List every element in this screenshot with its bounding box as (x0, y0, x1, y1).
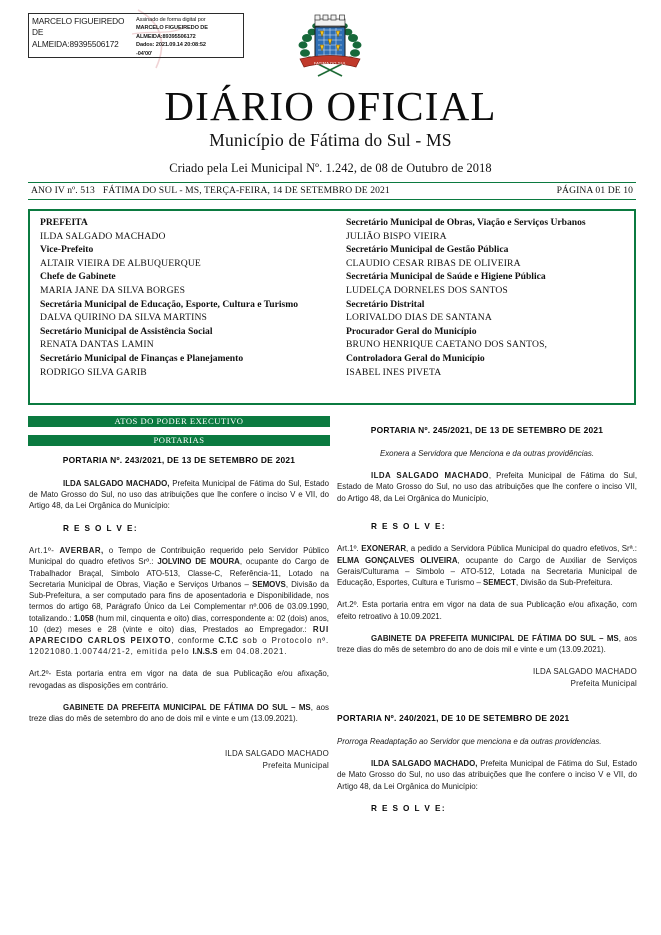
officials-column-right (332, 216, 634, 403)
official-role: Procurador Geral do Município (346, 325, 477, 337)
art1-text-1: o Tempo de Contribuição requerido pelo Servidor Público Municipal do quadro efetivos Srº.: (29, 546, 329, 567)
portaria-245-gabinete (337, 633, 637, 655)
official-name: RODRIGO SILVA GARIB (40, 366, 147, 378)
portaria-240-heading: PORTARIA Nº. 240/2021, DE 10 DE SETEMBRO DE 2021 (337, 713, 570, 724)
art1-ctc: C.T.C (218, 635, 239, 645)
portaria-243-signature-name: ILDA SALGADO MACHADO (225, 749, 329, 759)
art1-label: Art.1º- (29, 546, 55, 556)
gabinete-label: GABINETE DA PREFEITA MUNICIPAL DE FÁTIMA DO SUL – MS (371, 633, 619, 643)
official-name: MARIA JANE DA SILVA BORGES (40, 285, 186, 297)
signature-detail-line-2: MARCELO FIGUEIREDO DE (136, 25, 208, 32)
portaria-240-resolve-label: R E S O L V E: (371, 803, 446, 813)
portaria-245-signature-name: ILDA SALGADO MACHADO (533, 667, 637, 677)
art1-text-3: , Divisão da Sub-Prefeitura, a ser computado para fins de aposentadoria e Disponibilidade, nos termos do artigo 68, Parágrafo Único da Lei Complementar nº.006 de 03.09.1990, totalizando.: (29, 579, 329, 623)
portaria-240-ementa: Prorroga Readaptação ao Servidor que menciona e da outras providencias. (337, 737, 602, 747)
official-role: Secretário Municipal de Assistência Social (40, 325, 213, 337)
portaria-245-heading: PORTARIA Nº. 245/2021, DE 13 DE SETEMBRO DE 2021 (370, 425, 604, 435)
masthead (0, 83, 661, 176)
official-name: ILDA SALGADO MACHADO (40, 230, 166, 242)
official-role: Secretário Municipal de Gestão Pública (346, 244, 509, 256)
art1-verb: EXONERAR (361, 544, 407, 554)
signature-details (133, 14, 243, 57)
art1-text-7: em 04.08.2021. (217, 647, 288, 657)
portaria-243-signature-title: Prefeita Municipal (262, 760, 329, 770)
portaria-243-article-2: Art.2º- Esta portaria entra em vigor na data de sua Publicação e/ou afixação, revogadas as disposições em contrário. (29, 669, 329, 690)
art1-label: Art.1º. (337, 544, 359, 554)
gabinete-rest: , aos treze dias do mês de setembro do ano de dois mil e vinte e um (13.09.2021). (29, 702, 329, 724)
portaria-243-heading: PORTARIA Nº. 243/2021, DE 13 DE SETEMBRO DE 2021 (62, 455, 296, 465)
official-name: LUDELÇA DORNELES DOS SANTOS (346, 285, 508, 297)
art1-text-2: , ocupante do Cargo de Auxiliar de Serviços Gerais/Culturama – Simbolo – ATO-512, Lotada na Secretaria Municipal de Educação, Esportes, Cultura e Turismo – (337, 555, 637, 588)
gabinete-label: GABINETE DA PREFEITA MUNICIPAL DE FÁTIMA DO SUL – MS (63, 702, 311, 712)
officials-box (28, 209, 636, 405)
section-banner-atos-do-poder-executivo: ATOS DO PODER EXECUTIVO (28, 416, 330, 427)
official-role: Vice-Prefeito (40, 244, 94, 256)
official-name: JULIÃO BISPO VIEIRA (346, 230, 447, 242)
portaria-243-resolve-label: R E S O L V E: (63, 523, 138, 533)
art1-sigla: SEMOVS (252, 579, 286, 589)
art1-text-5: , conforme (171, 635, 219, 645)
content-column-left (29, 455, 329, 771)
official-role: Secretário Municipal de Finanças e Planejamento (40, 353, 244, 365)
official-role: Secretária Municipal de Saúde e Higiene Pública (346, 271, 546, 283)
svg-text:FATIMA DO SUL: FATIMA DO SUL (313, 60, 347, 66)
edition-info (31, 185, 390, 196)
signature-detail-line-3: ALMEIDA:89395506172 (136, 33, 196, 40)
official-name: ALTAIR VIEIRA DE ALBUQUERQUE (40, 257, 201, 269)
gabinete-rest: , aos treze dias do mês de setembro do ano de dois mil e vinte e um (13.09.2021). (337, 633, 637, 654)
art1-days-total: 1.058 (73, 613, 94, 623)
portaria-245-intro-authority: ILDA SALGADO MACHADO (371, 471, 489, 481)
content-column-right (337, 425, 637, 815)
official-name: BRUNO HENRIQUE CAETANO DOS SANTOS, (346, 339, 548, 351)
art1-sigla: SEMECT (483, 578, 516, 588)
portaria-245-article-1 (337, 543, 637, 588)
signature-detail-line-4: Dados: 2021.09.14 20:08:52 (136, 42, 206, 49)
portaria-245-resolve-label: R E S O L V E: (371, 521, 446, 531)
portaria-245-ementa: Exonera a Servidora que Menciona e da outras providências. (379, 448, 595, 458)
art1-employer-name: RUI APARECIDO CARLOS PEIXOTO (29, 624, 329, 645)
art1-text-4: (hum mil, cinquenta e oito) dias, correspondente a: 02 (dois) anos, 10 (dez) meses e 28 (vinte e oito) dias, Prestados ao Empregador.: (29, 613, 329, 634)
art1-servant-name: JOLVINO DE MOURA (157, 557, 240, 567)
art1-text-6: sob o Protocolo nº. 12021080.1.00744/21-2, emitida pelo (29, 635, 329, 657)
portaria-240-intro-rest: Prefeita Municipal de Fátima do Sul, Estado de Mato Grosso do Sul, no uso das atribuições que lhe confere o inciso V e VII, do Artigo 48, da Lei Orgânica do Município: (337, 759, 637, 791)
art1-text-1: , a pedido a Servidora Pública Municipal do quadro efetivos, Srª.: (406, 544, 637, 554)
edition-year-number: ANO IV nº. 513 (31, 185, 95, 196)
official-name: DALVA QUIRINO DA SILVA MARTINS (40, 312, 208, 324)
official-role: Chefe de Gabinete (40, 271, 116, 283)
edition-place-date: FÁTIMA DO SUL - MS, TERÇA-FEIRA, 14 DE SETEMBRO DE 2021 (102, 185, 390, 196)
portaria-243-gabinete (29, 702, 329, 724)
official-role: Secretária Municipal de Educação, Esporte, Cultura e Turismo (40, 298, 299, 310)
official-role: Secretário Distrital (346, 298, 425, 310)
portaria-245-signature-title: Prefeita Municipal (570, 678, 637, 688)
page-number: PÁGINA 01 DE 10 (556, 185, 633, 196)
official-name: CLAUDIO CESAR RIBAS DE OLIVEIRA (346, 257, 521, 269)
art1-text-2: , ocupante do Cargo de Trabalhador Braçal, Simbolo ATO-513, Classe-C, Referência-11, Lotado na Secretaria Municipal de Obras, Viação e Serviços Urbanos – (29, 557, 330, 589)
portaria-243-intro-rest: Prefeita Municipal de Fátima do Sul, Estado de Mato Grosso do Sul, no uso das atribuições que lhe confere o inciso V e VII, do Artigo 48, da Lei Orgânica do Município: (29, 478, 329, 511)
portaria-245-article-2: Art.2º. Esta portaria entra em vigor na data de sua Publicação e/ou afixação, com efeito retroativo à 10.09.2021. (337, 600, 637, 621)
official-role: Controladora Geral do Município (346, 353, 485, 365)
art1-inss: I.N.S.S (192, 647, 218, 657)
official-name: ISABEL INES PIVETA (346, 366, 442, 378)
official-name: RENATA DANTAS LAMIN (40, 339, 154, 351)
art1-verb: AVERBAR, (59, 546, 104, 556)
art1-servant-name: ELMA GONÇALVES OLIVEIRA (337, 555, 458, 565)
portaria-243-intro (29, 478, 329, 512)
masthead-subtitle: Município de Fátima do Sul - MS (209, 129, 452, 150)
official-role: Secretário Municipal de Obras, Viação e Serviços Urbanos (346, 217, 586, 228)
edition-bar (28, 182, 636, 200)
portaria-243-intro-authority: ILDA SALGADO MACHADO, (63, 478, 170, 488)
officials-column-left (30, 216, 332, 403)
masthead-law-reference: Criado pela Lei Municipal Nº. 1.242, de 08 de Outubro de 2018 (169, 160, 492, 175)
portaria-245-intro-rest: , Prefeita Municipal de Fátima do Sul, Estado de Mato Grosso do Sul, no uso das atribuições que lhe confere o inciso VII, do Artigo 48, da Lei Orgânica do Município, (337, 471, 638, 503)
portaria-240-intro (337, 758, 637, 792)
official-role: PREFEITA (40, 217, 88, 228)
art1-text-3: , Divisão da Sub-Prefeitura. (515, 578, 613, 588)
portaria-245-intro (337, 470, 637, 504)
coat-of-arms-icon (296, 12, 364, 84)
page-title: DIÁRIO OFICIAL (164, 83, 497, 129)
section-banner-portarias: PORTARIAS (28, 435, 330, 446)
portaria-243-article-1 (29, 545, 329, 657)
signature-detail-line-1: Assinado de forma digital por (136, 17, 206, 23)
signature-detail-line-5: -04'00' (136, 50, 153, 57)
digital-signature-stamp (28, 13, 244, 58)
official-name: LORIVALDO DIAS DE SANTANA (346, 312, 492, 324)
portaria-240-intro-authority: ILDA SALGADO MACHADO, (371, 759, 478, 769)
signature-subject: MARCELO FIGUEIREDO DE ALMEIDA:89395506172 (32, 16, 125, 49)
